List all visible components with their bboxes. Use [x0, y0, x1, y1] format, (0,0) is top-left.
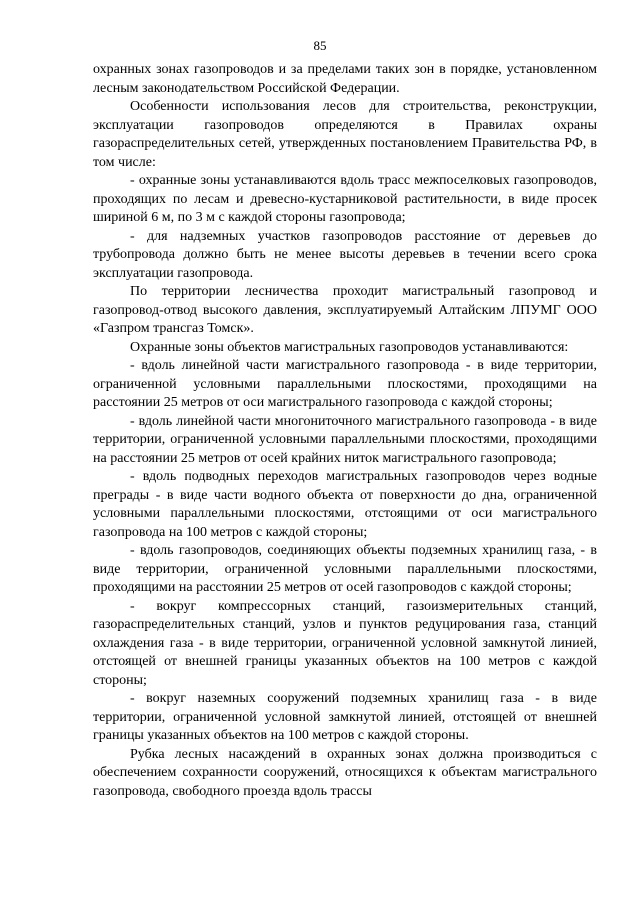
paragraph: Охранные зоны объектов магистральных газопроводов устанавливаются:: [130, 339, 569, 355]
list-item: - охранные зоны устанавливаются вдоль трасс межпоселковых газопроводов, проходящих по лесам и древесно-кустарниковой растительности, в виде просек шириной 6 м, по 3 м с каждой стороны газопровода;: [93, 173, 597, 225]
paragraph: охранных зонах газопроводов и за пределами таких зон в порядке, установленном лесным законодательством Российской Федерации.: [93, 62, 597, 96]
paragraph: По территории лесничества проходит магистральный газопровод и газопровод-отвод высокого давления, эксплуатируемый Алтайским ЛПУМГ ООО «Газпром трансгаз Томск».: [93, 284, 597, 336]
paragraph: Особенности использования лесов для строительства, реконструкции, эксплуатации газопроводов определяются в Правилах охраны газораспределительных сетей, утвержденных постановлением Правительства РФ, в том числе:: [93, 99, 597, 170]
body-text: [93, 61, 597, 801]
list-item: - вдоль газопроводов, соединяющих объекты подземных хранилищ газа, - в виде территории, ограниченной условными параллельными плоскостями, проходящими на расстоянии 25 метров от осей газопроводов с каждой стороны;: [93, 543, 597, 595]
list-item: - вдоль линейной части многониточного магистрального газопровода - в виде территории, ограниченной условными параллельными плоскостями, проходящими на расстоянии 25 метров от осей крайних ниток магистрального газопровода;: [93, 413, 597, 466]
page-number: 85: [313, 38, 327, 53]
list-item: - вдоль линейной части магистрального газопровода - в виде территории, ограниченной условными параллельными плоскостями, проходящими на расстоянии 25 метров от оси магистрального газопровода с каждой стороны;: [93, 358, 597, 410]
list-item: - вдоль подводных переходов магистральных газопроводов через водные преграды - в виде части водного объекта от поверхности до дна, ограниченной условными параллельными плоскостями, отстоящими от оси магистрального газопровода на 100 метров с каждой стороны;: [93, 469, 597, 540]
paragraph: Рубка лесных насаждений в охранных зонах должна производиться с обеспечением сохранности сооружений, относящихся к объектам магистрального газопровода, свободного проезда вдоль трассы: [93, 746, 597, 799]
list-item: - вокруг компрессорных станций, газоизмерительных станций, газораспределительных станций, узлов и пунктов редуцирования газа, станций охлаждения газа - в виде территории, ограниченной условной замкнутой линией, отстоящей от внешней границы указанных объектов на 100 метров с каждой стороны;: [93, 598, 597, 688]
list-item: - вокруг наземных сооружений подземных хранилищ газа - в виде территории, ограниченной условной замкнутой линией, отстоящей от внешней границы указанных объектов на 100 метров с каждой стороны.: [93, 691, 597, 743]
list-item: - для надземных участков газопроводов расстояние от деревьев до трубопровода должно быть не менее высоты деревьев в течении всего срока эксплуатации газопровода.: [93, 228, 597, 281]
